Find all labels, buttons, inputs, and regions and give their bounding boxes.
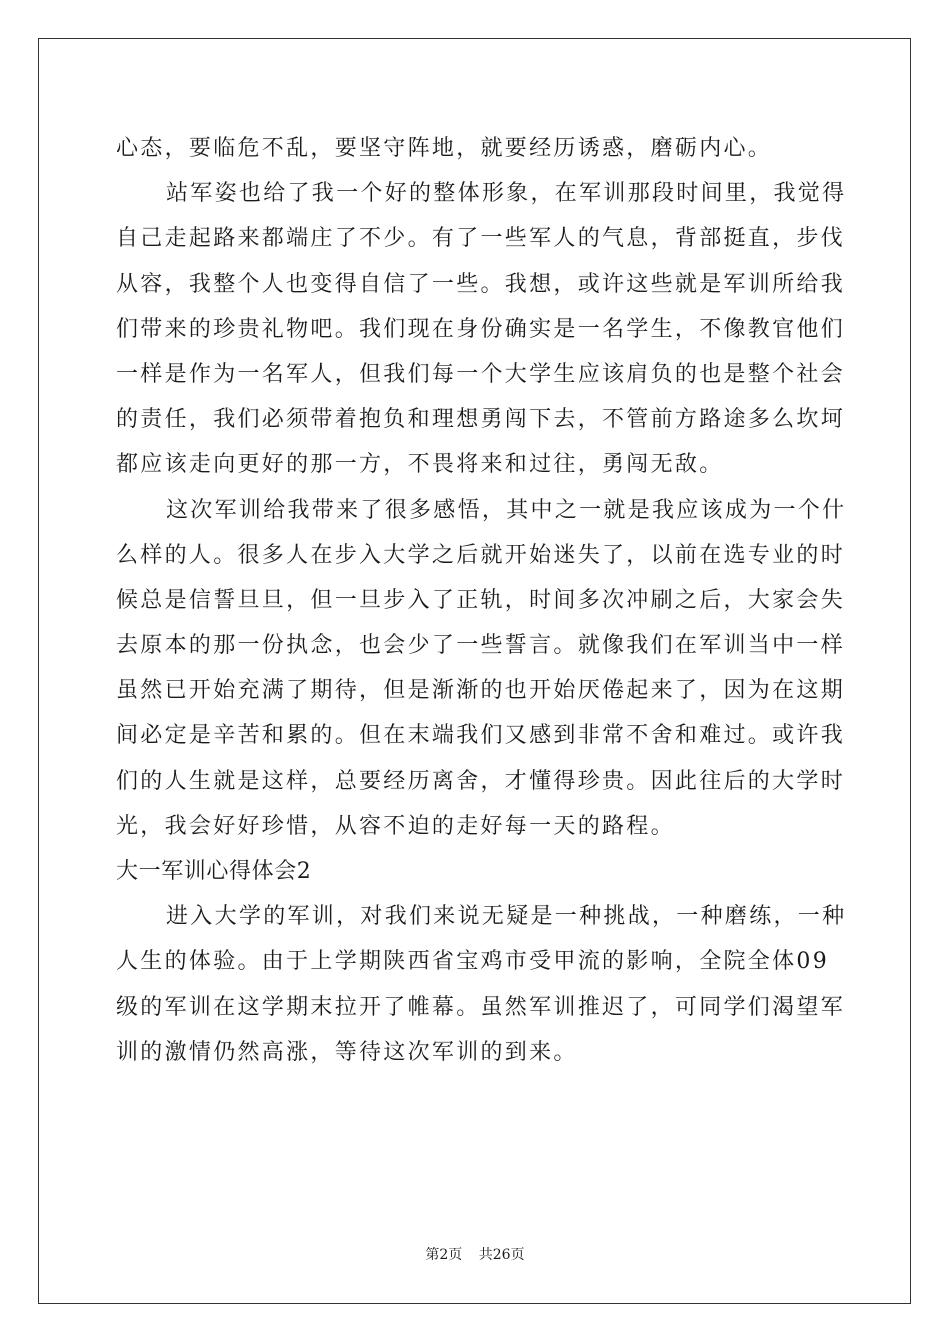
text-line: 候总是信誓旦旦，但一旦步入了正轨，时间多次冲刷之后，大家会失	[116, 587, 846, 613]
page-footer	[0, 1244, 950, 1264]
paragraph-start-line: 站军姿也给了我一个好的整体形象，在军训那段时间里，我觉得	[166, 181, 847, 207]
text-line: 们带来的珍贵礼物吧。我们现在身份确实是一名学生，不像教官他们	[116, 316, 846, 342]
section-heading: 大一军训心得体会2	[116, 859, 312, 884]
text-line: 都应该走向更好的那一方，不畏将来和过往，勇闯无敌。	[116, 452, 724, 478]
document-body	[116, 126, 847, 1075]
text-line: 虽然已开始充满了期待，但是渐渐的也开始厌倦起来了，因为在这期	[116, 678, 846, 704]
text-line: 级的军训在这学期末拉开了帷幕。虽然军训推迟了，可同学们渴望军	[116, 994, 846, 1020]
paragraph-start-line: 这次军训给我带来了很多感悟，其中之一就是我应该成为一个什	[166, 497, 847, 523]
page-number: 第2页	[425, 1247, 463, 1263]
text-line: 一样是作为一名军人，但我们每一个大学生应该肩负的也是整个社会	[116, 361, 846, 387]
text-line: 去原本的那一份执念，也会少了一些誓言。就像我们在军训当中一样	[116, 633, 846, 659]
text-line: 间必定是辛苦和累的。但在末端我们又感到非常不舍和难过。或许我	[116, 723, 846, 749]
text-line: 自己走起路来都端庄了不少。有了一些军人的气息，背部挺直，步伐	[116, 226, 846, 252]
text-line: 人生的体验。由于上学期陕西省宝鸡市受甲流的影响，全院全体09	[116, 949, 829, 975]
text-line: 光，我会好好珍惜，从容不迫的走好每一天的路程。	[116, 813, 675, 839]
text-line: 从容，我整个人也变得自信了一些。我想，或许这些就是军训所给我	[116, 271, 846, 297]
text-line: 们的人生就是这样，总要经历离舍，才懂得珍贵。因此往后的大学时	[116, 768, 846, 794]
text-line: 的责任，我们必须带着抱负和理想勇闯下去，不管前方路途多么坎坷	[116, 407, 846, 433]
text-line: 训的激情仍然高涨，等待这次军训的到来。	[116, 1039, 578, 1065]
paragraph-start-line: 进入大学的军训，对我们来说无疑是一种挑战，一种磨练，一种	[166, 904, 847, 930]
text-line: 心态，要临危不乱，要坚守阵地，就要经历诱惑，磨砺内心。	[116, 136, 773, 161]
page-total: 共26页	[478, 1247, 525, 1263]
text-line: 么样的人。很多人在步入大学之后就开始迷失了，以前在选专业的时	[116, 542, 846, 568]
